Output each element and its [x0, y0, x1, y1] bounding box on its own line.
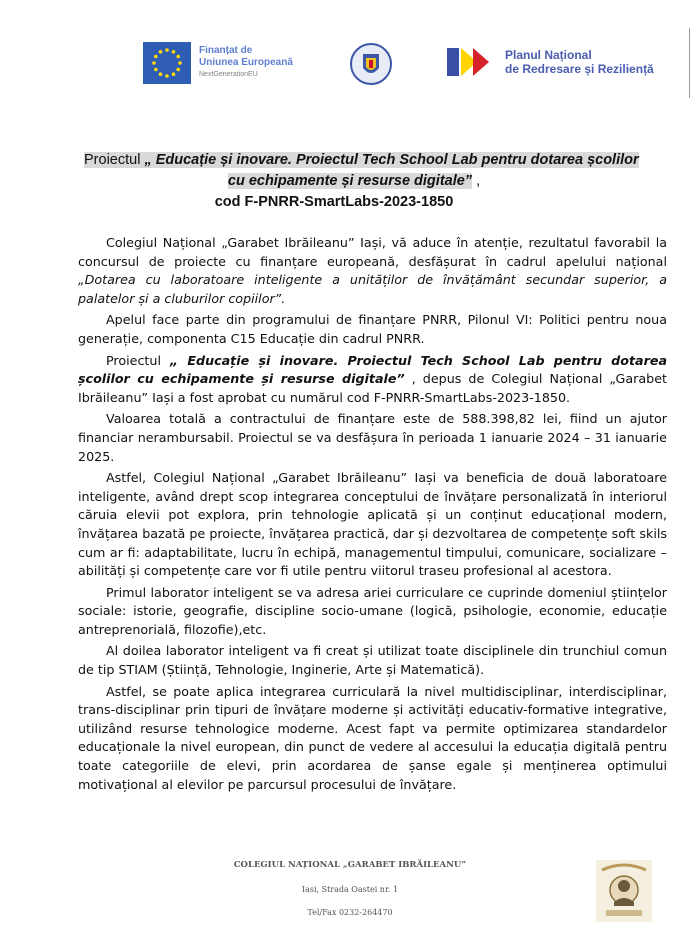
pnrr-logo-text	[505, 48, 654, 76]
eu-logo-line1: Finanțat de	[199, 45, 253, 56]
eu-flag-icon	[143, 42, 191, 84]
paragraph-6: Primul laborator inteligent se va adresa ariei curriculare ce cuprinde domeniul științelor sociale: istorie, geografie, discipline socio-umane (logică, psihologie, economie, educație antreprenorială, filozofie),etc.	[78, 584, 667, 637]
title-line-2	[144, 171, 564, 192]
paragraph-2: Apelul face parte din programului de finanțare PNRR, Pilonul VI: Politici pentru noua generație, componenta C15 Educație din cadrul PNRR.	[78, 312, 667, 346]
eu-logo-line3: NextGenerationEU	[199, 71, 258, 78]
title-project-name-part2: cu echipamente și resurse digitale”	[227, 173, 473, 189]
project-code: cod F-PNRR-SmartLabs-2023-1850	[214, 194, 454, 210]
title-prefix: Proiectul	[84, 152, 145, 168]
title-line-1	[84, 152, 639, 168]
pnrr-arrow-icon	[447, 44, 499, 80]
pnrr-logo	[447, 44, 654, 80]
eu-logo-line2: Uniunea Europeană	[199, 57, 293, 68]
eu-logo-text	[199, 45, 293, 81]
paragraph-3-prefix: Proiectul	[106, 352, 170, 368]
school-seal-icon	[596, 860, 652, 922]
paragraph-1-text: Colegiul Național „Garabet Ibrăileanu” Iași, vă aduce în atenție, rezultatul favorabil la concursul de proiecte cu finanțare europeană, desfășurat în cadrul apelului național	[78, 235, 667, 269]
document-body	[78, 234, 667, 794]
pnrr-logo-line2: de Redresare și Reziliență	[505, 62, 654, 76]
title-project-name-part1: „ Educație și inovare. Proiectul Tech School Lab pentru dotarea școlilor	[144, 152, 639, 168]
paragraph-1-call-title: „Dotarea cu laboratoare inteligente a unităților de învățământ secundar superior, a palatelor și a cluburilor copiilor”.	[78, 272, 667, 306]
header-logos	[0, 28, 700, 108]
romanian-coat-of-arms-icon	[349, 40, 393, 88]
paragraph-8: Astfel, se poate aplica integrarea curriculară la nivel multidisciplinar, interdisciplinar, trans-disciplinar prin tipuri de învățare moderne și activități educativ-formative integrative, utilizând resurse tehnologice moderne. Acest fapt va permite optimizarea standardelor educaționale la nivel european, din punct de vedere al accesului la educația digitală pentru toate categoriile de elevi, prin acordarea de șanse egale și menținerea optimului motivațional al elevilor pe parcursul procesului de învățare.	[78, 683, 667, 792]
paragraph-7: Al doilea laborator inteligent va fi creat și utilizat toate disciplinele din trunchiul comun de tip STIAM (Știință, Tehnologie, Inginerie, Arte și Matematică).	[78, 643, 667, 678]
paragraph-3	[78, 352, 667, 408]
pnrr-logo-line1: Planul Național	[505, 48, 592, 62]
paragraph-3-rest: , depus de Colegiul Național „Garabet Ibrăileanu” Iași a fost aprobat cu numărul cod F-PNRR-SmartLabs-2023-1850.	[78, 371, 667, 405]
paragraph-3-project-name: „ Educație și inovare. Proiectul Tech School Lab pentru dotarea școlilor cu echipamente și resurse digitale”	[78, 352, 668, 387]
paragraph-1	[78, 234, 667, 308]
paragraph-4: Valoarea totală a contractului de finanțare este de 588.398,82 lei, fiind un ajutor financiar nerambursabil. Proiectul se va desfășura în perioada 1 ianuarie 2024 – 31 ianuarie 2025.	[78, 411, 667, 464]
footer-school-name: COLEGIUL NAȚIONAL „GARABET IBRĂILEANU”	[233, 860, 467, 870]
header-divider	[689, 28, 690, 98]
paragraph-5: Astfel, Colegiul Național „Garabet Ibrăileanu” Iași va beneficia de două laboratoare inteligente, având drept scop integrarea conceptului de învățare personalizată în interiorul căruia elevii pot explora, prin tehnologie aplicată și un conținut educațional modern, învățarea bazată pe proiecte, învățarea practică, dar și dezvoltarea de competențe soft skils cum ar fi: adaptabilitate, lucru în echipă, managementul timpului, comunicare, socializare – abilități și competențe care vor fi utile pentru viitorul traseu profesional al acestora.	[78, 470, 667, 579]
footer-phone: Tel/Fax 0232-264470	[307, 908, 393, 917]
project-title	[84, 150, 674, 213]
footer-address: Iasi, Strada Oastei nr. 1	[301, 885, 399, 894]
eu-funding-logo	[143, 42, 293, 84]
title-after-name: ,	[472, 173, 481, 189]
